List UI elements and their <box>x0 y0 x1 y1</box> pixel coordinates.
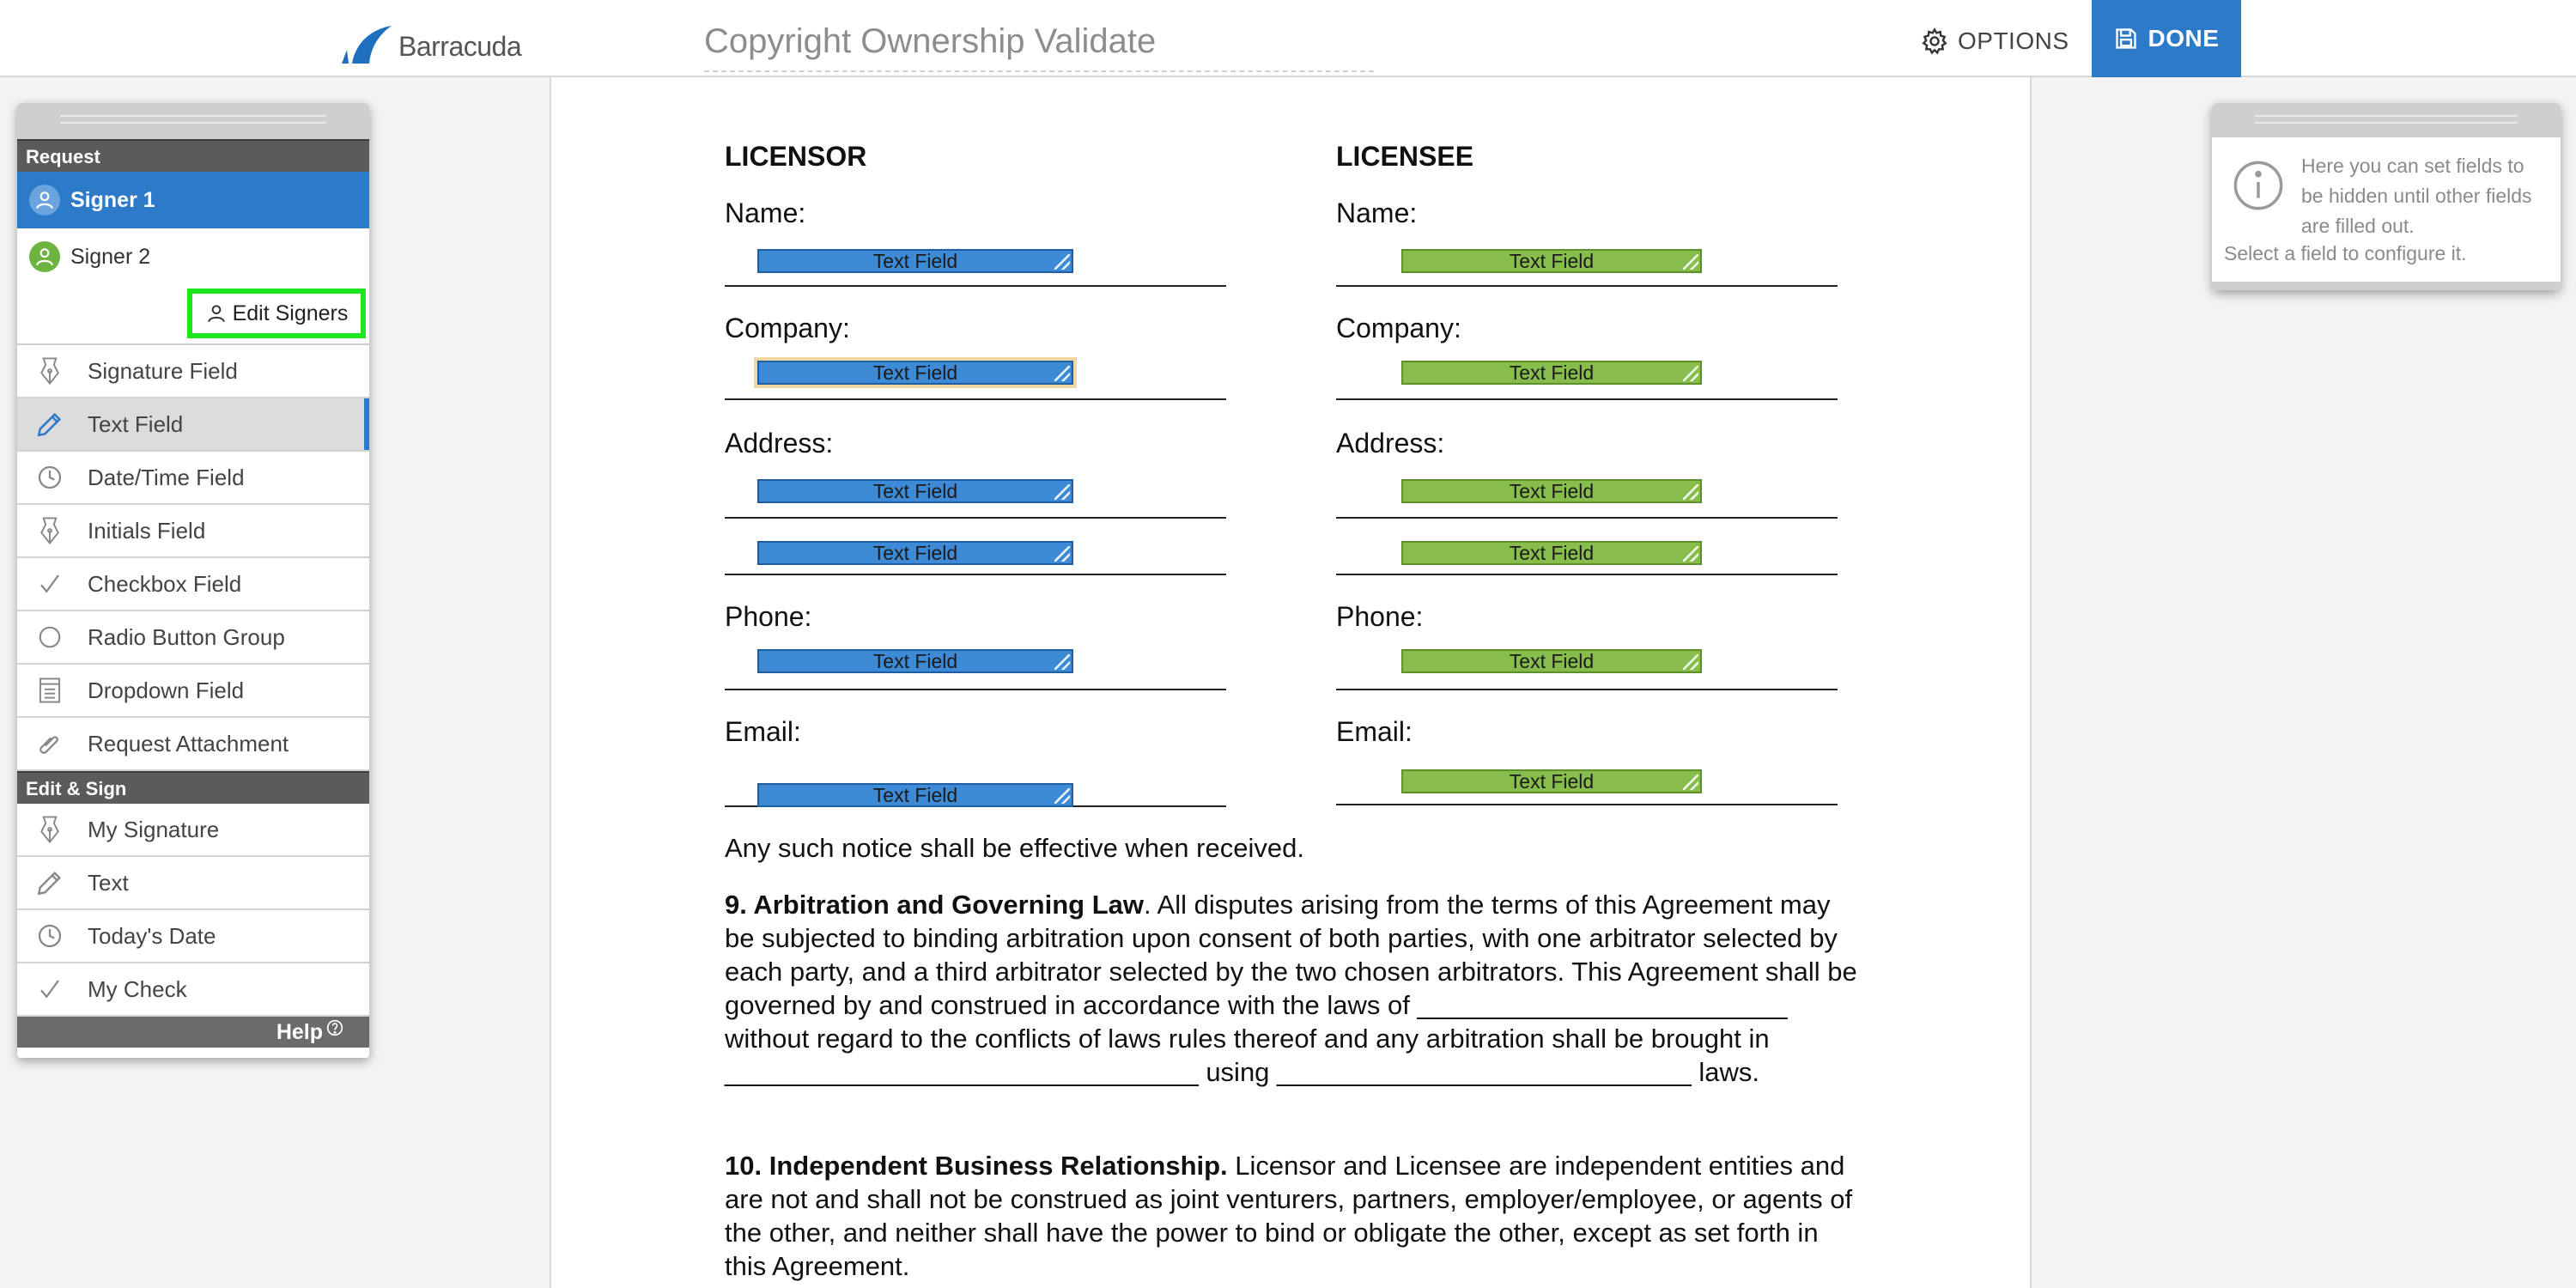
licensee-email-field[interactable]: Text Field <box>1401 769 1702 793</box>
tools-panel <box>17 103 369 1058</box>
pen-nib-icon <box>31 356 69 386</box>
licensee-phone-line <box>1336 689 1838 690</box>
edit-signers-button[interactable] <box>187 289 366 338</box>
save-icon <box>2114 27 2138 51</box>
person-icon <box>205 302 228 325</box>
list-icon <box>31 677 69 704</box>
licensee-company-line <box>1336 398 1838 400</box>
section-10-title: 10. Independent Business Relationship. <box>725 1151 1228 1181</box>
licensee-heading: LICENSEE <box>1336 141 1474 172</box>
licensor-company-field[interactable]: Text Field <box>757 361 1073 385</box>
barracuda-logo <box>340 17 521 65</box>
licensee-email-line <box>1336 804 1838 805</box>
top-bar <box>0 0 2576 77</box>
licensor-name-line <box>725 285 1226 287</box>
user-icon <box>29 185 60 216</box>
tool-label: Request Attachment <box>88 730 289 756</box>
pencil-icon <box>31 410 69 439</box>
done-button[interactable] <box>2092 0 2241 77</box>
licensee-company-field[interactable]: Text Field <box>1401 361 1702 385</box>
licensor-phone-label: Phone: <box>725 601 812 632</box>
licensor-phone-field[interactable]: Text Field <box>757 649 1073 673</box>
clock-icon <box>31 922 69 950</box>
licensee-address-line-2 <box>1336 574 1838 575</box>
notice-paragraph: Any such notice shall be effective when received. <box>725 833 1304 863</box>
section-9-body: . All disputes arising from the terms of this Agreement may be subjected to binding arbitration upon consent of both parties, with one arbitrator selected by each party, and a third arbitrator selected by the two chosen arbitrators. This Agreement shall be governed by and construed in accordance with the laws of _________________________ without regard to the conflicts of laws rules thereof and any arbitration shall be brought in ________________________________ using ____________________________ laws. <box>725 890 1857 1087</box>
tool-label: Date/Time Field <box>88 464 245 490</box>
tool-label: Initials Field <box>88 517 206 544</box>
paperclip-icon <box>31 730 69 757</box>
licensee-email-label: Email: <box>1336 716 1413 747</box>
done-label: DONE <box>2148 25 2220 52</box>
edit-signers-label: Edit Signers <box>232 301 349 325</box>
licensor-name-label: Name: <box>725 197 806 228</box>
panel-drag-handle[interactable] <box>17 103 369 139</box>
licensor-address-field-1[interactable]: Text Field <box>757 479 1073 503</box>
tool-checkbox-field[interactable] <box>17 558 369 611</box>
licensor-phone-line <box>725 689 1226 690</box>
gear-icon <box>1920 27 1949 56</box>
licensee-address-line-1 <box>1336 517 1838 519</box>
pen-nib-icon <box>31 815 69 844</box>
licensee-phone-field[interactable]: Text Field <box>1401 649 1702 673</box>
document-content <box>551 77 2030 1288</box>
document-title[interactable]: Copyright Ownership Validate <box>704 15 1374 72</box>
user-icon <box>29 241 60 272</box>
clock-icon <box>31 464 69 491</box>
tool-label: Text Field <box>88 410 184 437</box>
barracuda-fin-icon <box>340 24 393 65</box>
section-9-paragraph <box>725 888 1858 1089</box>
signer-1-label: Signer 1 <box>70 187 155 212</box>
signer-1[interactable] <box>17 172 369 228</box>
tool-label: Text <box>88 869 129 896</box>
licensor-email-field[interactable]: Text Field <box>757 783 1073 807</box>
licensor-company-line <box>725 398 1226 400</box>
licensor-heading: LICENSOR <box>725 141 867 172</box>
edit-signers-row <box>17 285 369 345</box>
licensor-company-label: Company: <box>725 313 850 343</box>
licensor-address-line-1 <box>725 517 1226 519</box>
options-button[interactable] <box>1920 15 2069 67</box>
question-circle-icon <box>326 1019 343 1036</box>
section-9-title: 9. Arbitration and Governing Law <box>725 890 1145 920</box>
section-10-body: Licensor and Licensee are independent entities and are not and shall not be construed as joint venturers, partners, employer/employee, or agents of the other, and neither shall have the power to bind or obligate the other, except as set forth in this Agreement. <box>725 1151 1853 1281</box>
tool-label: Dropdown Field <box>88 677 245 703</box>
tool-label: Checkbox Field <box>88 570 242 597</box>
options-label: OPTIONS <box>1958 27 2069 54</box>
licensor-name-field[interactable]: Text Field <box>757 249 1073 273</box>
document-page <box>550 77 2032 1288</box>
tool-label: Today's Date <box>88 922 216 949</box>
pen-nib-icon <box>31 516 69 545</box>
logo-text: Barracuda <box>398 31 522 62</box>
tool-label: Radio Button Group <box>88 623 285 650</box>
request-heading: Request <box>17 139 369 172</box>
info-text-primary: Here you can set fields to be hidden until other fields are filled out. <box>2301 155 2532 237</box>
signer-2[interactable] <box>17 228 369 285</box>
licensee-name-field[interactable]: Text Field <box>1401 249 1702 273</box>
tool-my-signature[interactable] <box>17 804 369 857</box>
tool-todays-date[interactable] <box>17 910 369 963</box>
tool-radio-button-group[interactable] <box>17 611 369 665</box>
licensee-address-field-1[interactable]: Text Field <box>1401 479 1702 503</box>
tool-label: My Signature <box>88 816 220 842</box>
licensor-address-label: Address: <box>725 428 834 459</box>
licensee-name-label: Name: <box>1336 197 1418 228</box>
tool-signature-field[interactable] <box>17 345 369 398</box>
help-link[interactable] <box>17 1017 369 1048</box>
edit-sign-heading: Edit & Sign <box>17 771 369 804</box>
licensor-address-field-2[interactable]: Text Field <box>757 541 1073 565</box>
tool-text[interactable] <box>17 857 369 910</box>
conditional-fields-info-panel <box>2212 103 2561 290</box>
licensor-email-label: Email: <box>725 716 801 747</box>
tool-label: Signature Field <box>88 357 238 384</box>
licensee-company-label: Company: <box>1336 313 1461 343</box>
tool-label: My Check <box>88 975 187 1002</box>
tool-my-check[interactable] <box>17 963 369 1017</box>
info-icon <box>2231 158 2286 213</box>
info-panel-drag-handle[interactable] <box>2212 103 2561 137</box>
tool-text-field[interactable] <box>17 398 369 452</box>
section-10-paragraph <box>725 1149 1858 1283</box>
licensee-phone-label: Phone: <box>1336 601 1424 632</box>
info-panel-footer <box>2212 282 2561 290</box>
licensee-address-label: Address: <box>1336 428 1445 459</box>
tool-request-attachment[interactable] <box>17 718 369 771</box>
tool-datetime-field[interactable] <box>17 452 369 505</box>
checkmark-icon <box>31 571 69 597</box>
checkmark-icon <box>31 976 69 1002</box>
info-text-secondary: Select a field to configure it. <box>2224 242 2467 264</box>
pencil-icon <box>31 868 69 897</box>
licensor-address-line-2 <box>725 574 1226 575</box>
tool-initials-field[interactable] <box>17 505 369 558</box>
licensee-address-field-2[interactable]: Text Field <box>1401 541 1702 565</box>
circle-icon <box>31 624 69 650</box>
signer-2-label: Signer 2 <box>70 244 151 269</box>
help-label: Help <box>276 1019 323 1044</box>
licensee-name-line <box>1336 285 1838 287</box>
tool-dropdown-field[interactable] <box>17 665 369 718</box>
